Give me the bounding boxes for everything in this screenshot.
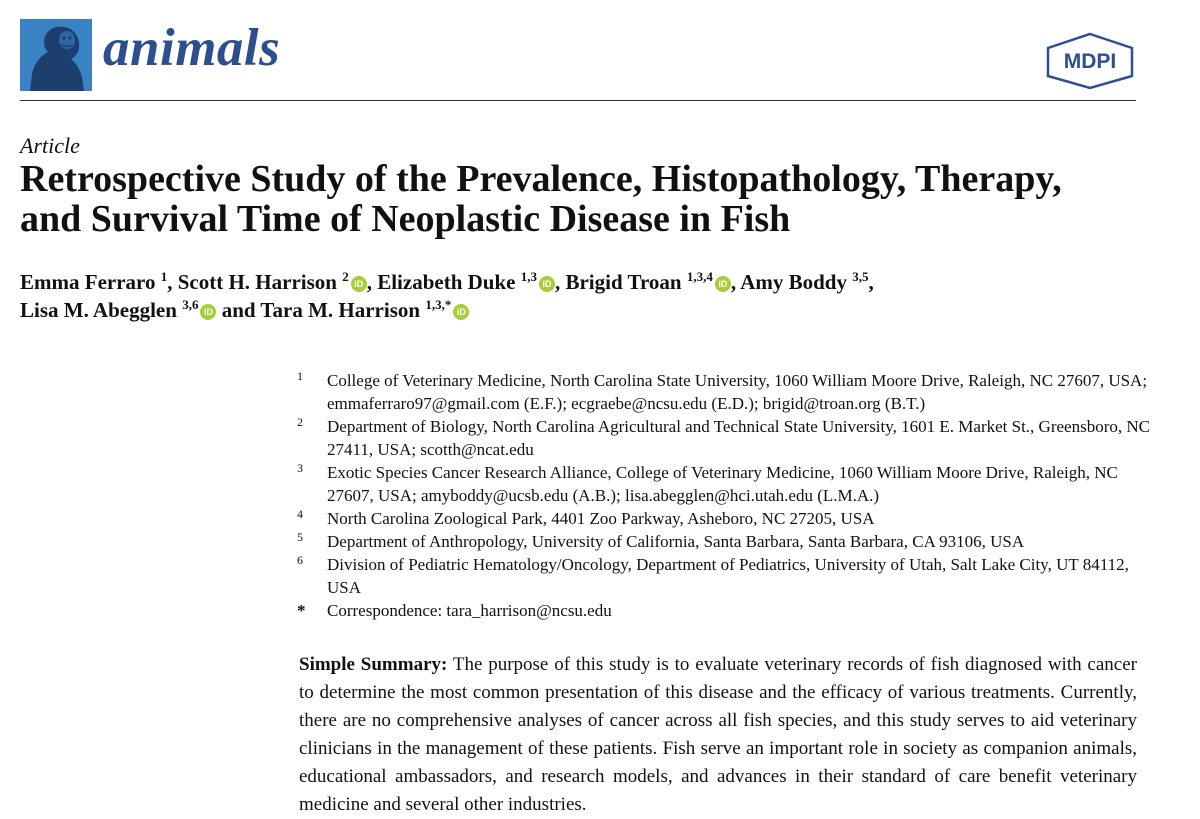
journal-logo (20, 19, 92, 91)
primate-silhouette-icon (20, 19, 92, 91)
simple-summary (299, 651, 1137, 819)
affiliation-text: Exotic Species Cancer Research Alliance, College of Veterinary Medicine, 1060 William Moore Drive, Raleigh, NC 27607, USA; amyboddy@ucsb.edu (A.B.); lisa.abegglen@hci.utah.edu (L.M.A.) (327, 463, 1118, 505)
affiliation-text: Department of Biology, North Carolina Agricultural and Technical State University, 1601 E. Market St., Greensboro, NC 27411, USA; scotth@ncat.edu (327, 417, 1150, 459)
correspondence-marker: * (297, 601, 306, 620)
affiliation-item (297, 553, 1157, 599)
correspondence-text: Correspondence: tara_harrison@ncsu.edu (327, 601, 612, 620)
affiliation-number: 3 (297, 461, 303, 475)
affiliation-number: 2 (297, 415, 303, 429)
summary-text: The purpose of this study is to evaluate veterinary records of fish diagnosed with cancer to determine the most common presentation of this disease and the efficacy of various treatments. Currently, there are no comprehensive analyses of cancer across all fish species, and this study serves to aid veterinary clinicians in the management of these patients. Fish serve an important role in society as companion animals, educational ambassadors, and research models, and advances in their standard of care benefit veterinary medicine and several other industries. (299, 654, 1137, 815)
orcid-icon[interactable]: iD (715, 276, 731, 292)
article-title (20, 159, 1180, 239)
affiliation-item (297, 530, 1157, 553)
affiliation-number: 5 (297, 530, 303, 544)
author[interactable]: Brigid Troan $^{1,3,4}$ iD (565, 270, 730, 294)
author[interactable]: Lisa M. Abegglen $^{3,6}$ iD (20, 298, 216, 322)
title-line-2: and Survival Time of Neoplastic Disease in Fish (20, 198, 791, 240)
affiliation-text: Department of Anthropology, University of California, Santa Barbara, Santa Barbara, CA 93106, USA (327, 532, 1025, 551)
affiliation-item (297, 507, 1157, 530)
author-list: Emma Ferraro $^1$, Scott H. Harrison $^2$ iD , Elizabeth Duke $^{1,3}$ iD , Brigid Troan $^{1,3,4}$ iD , Amy Boddy $^{3,5}$, Lisa M. Abegglen $^{3,6}$ iD and Tara M. Harrison $^{1,3,*}$ iD (20, 269, 874, 322)
affiliation-text: College of Veterinary Medicine, North Carolina State University, 1060 William Moore Drive, Raleigh, NC 27607, USA; emmaferraro97@gmail.com (E.F.); ecgraebe@ncsu.edu (E.D.); brigid@troan.org (B.T.) (327, 371, 1148, 413)
author[interactable]: Elizabeth Duke $^{1,3}$ iD (377, 270, 555, 294)
affiliation-item (297, 369, 1157, 415)
correspondence-item (297, 599, 1157, 622)
affiliation-text: North Carolina Zoological Park, 4401 Zoo Parkway, Asheboro, NC 27205, USA (327, 509, 875, 528)
orcid-icon[interactable]: iD (453, 304, 469, 320)
affiliation-number: 1 (297, 369, 303, 383)
header-divider (20, 100, 1136, 101)
author[interactable]: Tara M. Harrison $^{1,3,*}$ iD (260, 298, 469, 322)
orcid-icon[interactable]: iD (351, 276, 367, 292)
title-line-1: Retrospective Study of the Prevalence, Histopathology, Therapy, (20, 158, 1062, 200)
publisher-name: MDPI (1063, 50, 1117, 73)
author[interactable]: Emma Ferraro $^1$ (20, 269, 168, 294)
affiliation-text: Division of Pediatric Hematology/Oncology, Department of Pediatrics, University of Utah, Salt Lake City, UT 84112, USA (327, 555, 1129, 597)
mdpi-logo (1044, 32, 1136, 90)
summary-label: Simple Summary: (299, 654, 448, 675)
affiliation-number: 4 (297, 507, 303, 521)
author[interactable]: Amy Boddy $^{3,5}$ (740, 269, 869, 294)
author[interactable]: Scott H. Harrison $^2$ iD (178, 270, 367, 294)
article-type: Article (20, 133, 80, 158)
orcid-icon[interactable]: iD (200, 304, 216, 320)
orcid-icon[interactable]: iD (539, 276, 555, 292)
journal-name: animals (103, 19, 281, 77)
affiliation-list (297, 369, 1157, 622)
affiliation-item (297, 415, 1157, 461)
affiliation-number: 6 (297, 553, 303, 567)
affiliation-item (297, 461, 1157, 507)
